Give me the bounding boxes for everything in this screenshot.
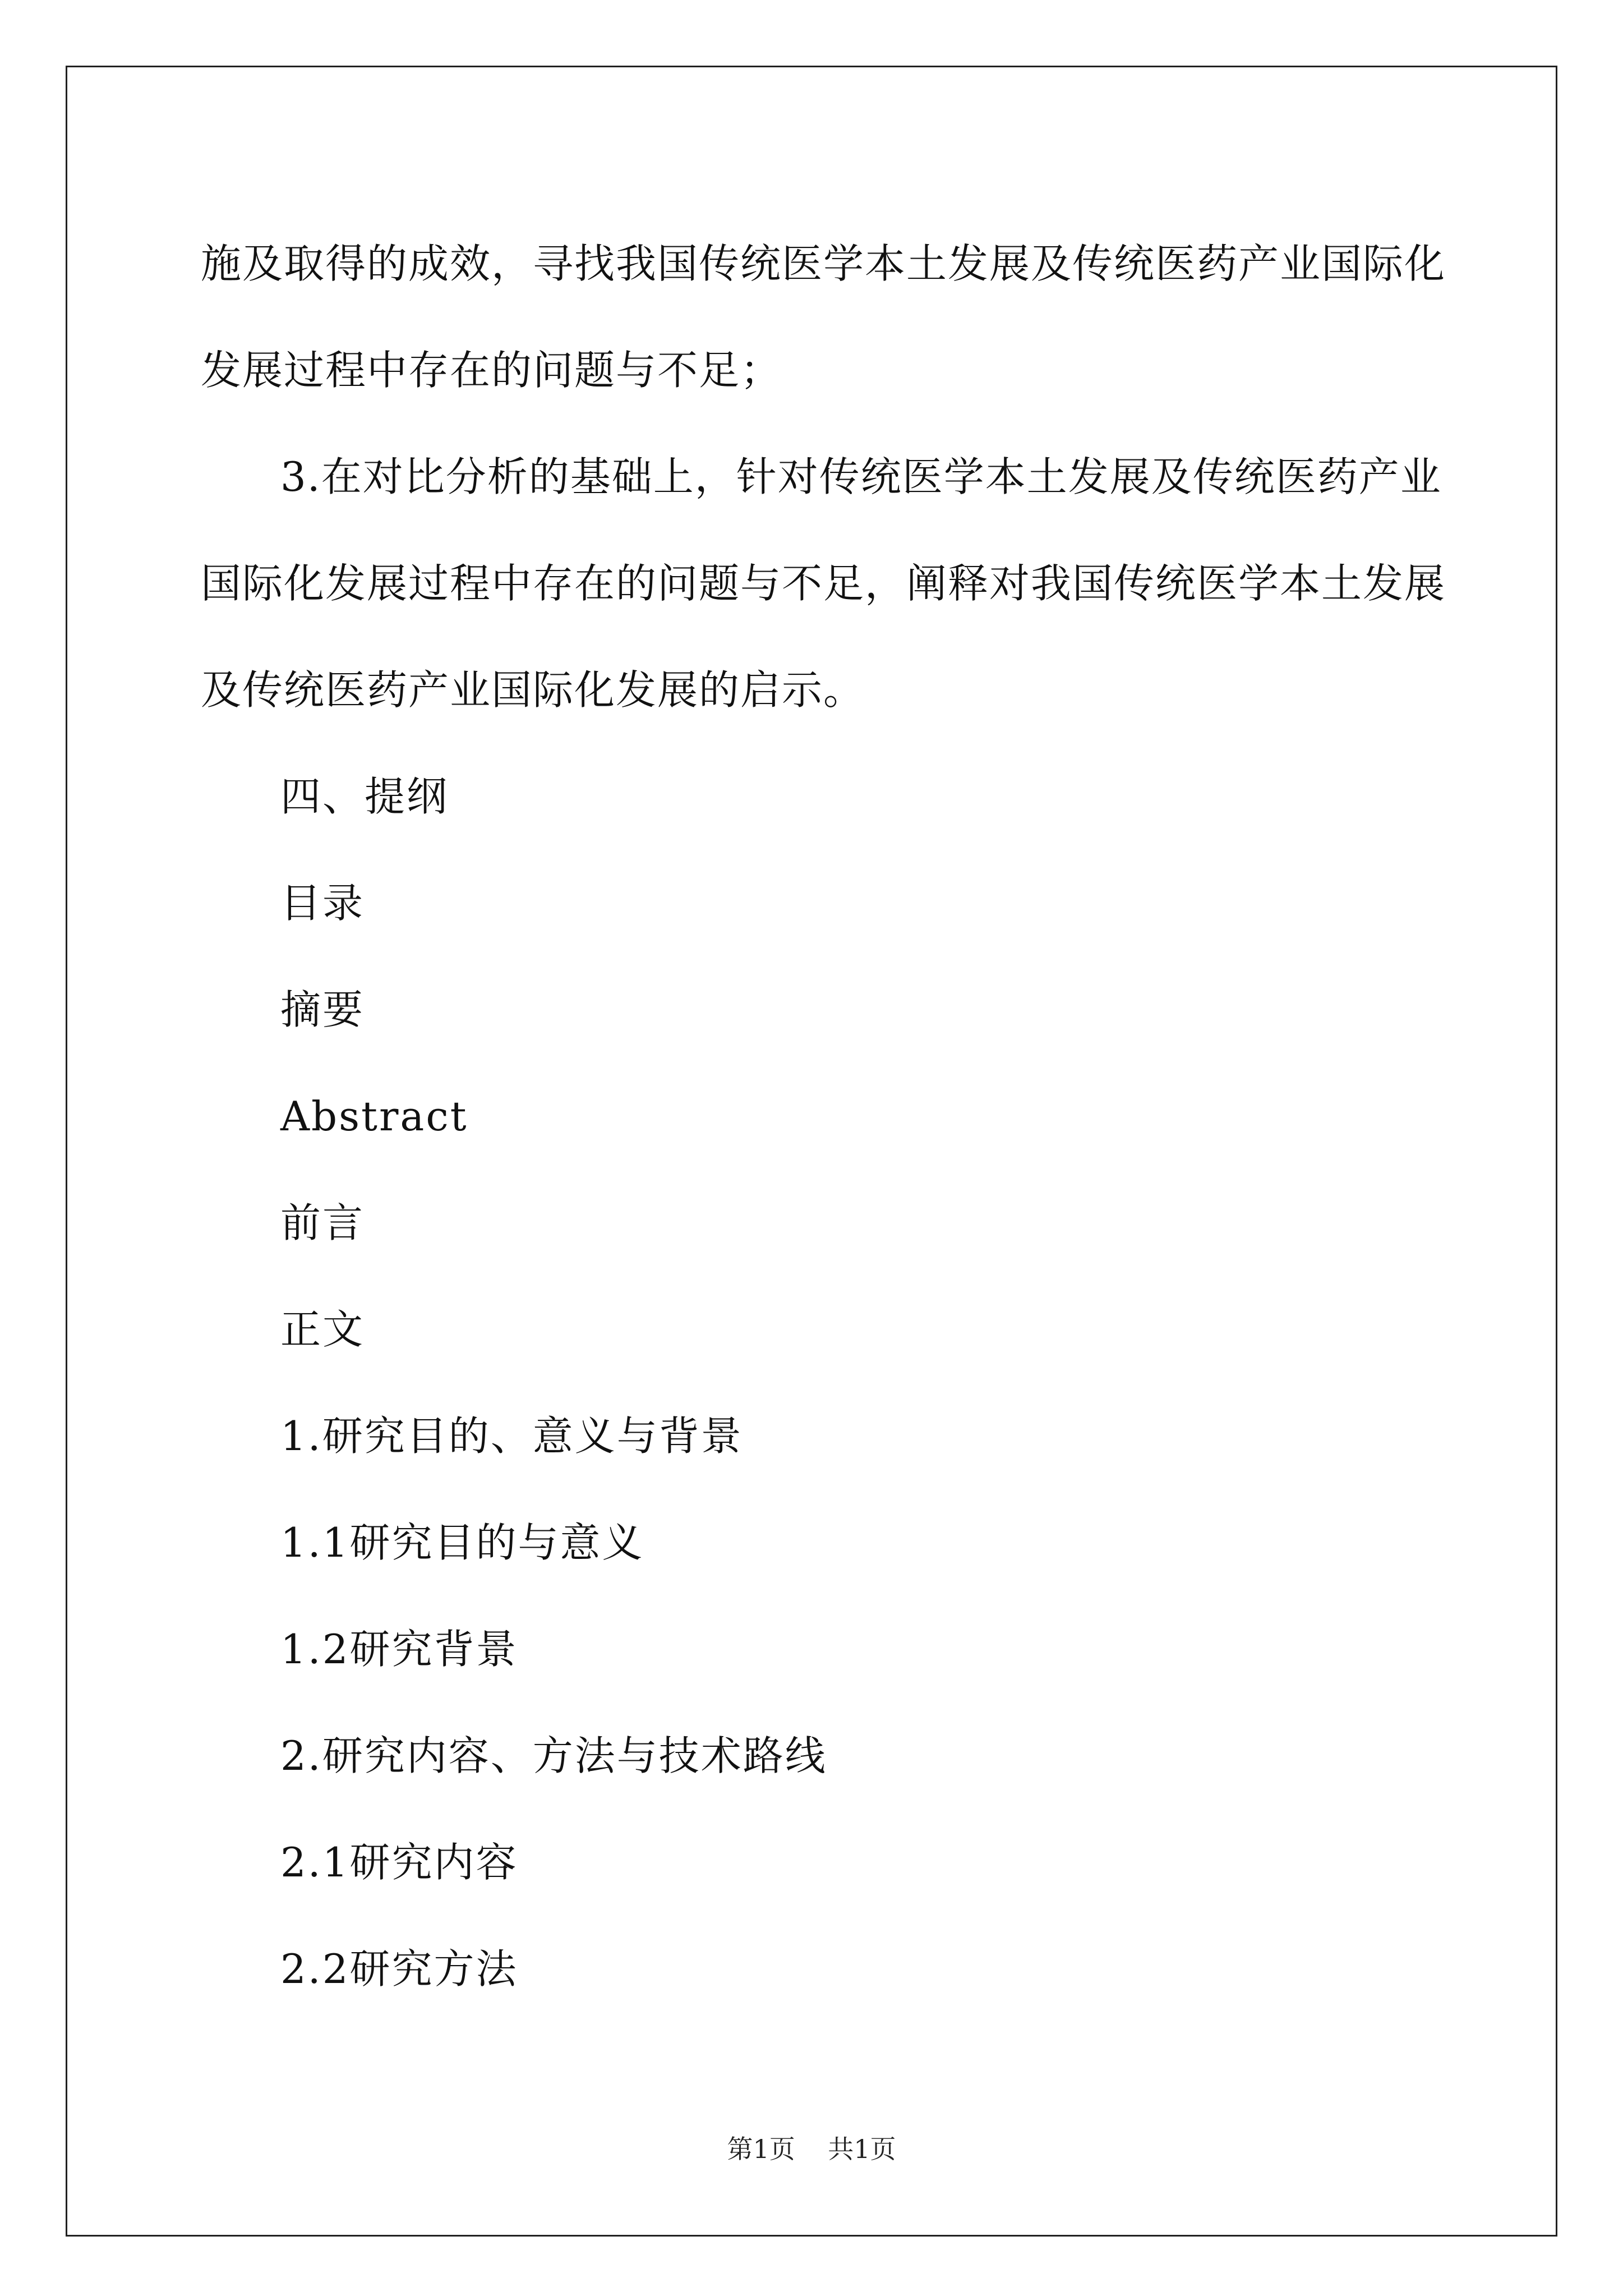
outline-item: 1.1研究目的与意义 bbox=[280, 1519, 644, 1566]
outline-item: 1.研究目的、意义与背景 bbox=[280, 1412, 743, 1460]
outline-item: Abstract bbox=[280, 1093, 468, 1140]
paragraph-item-3 bbox=[201, 424, 1446, 743]
outline-item: 摘要 bbox=[280, 986, 365, 1033]
text-line: 国际化发展过程中存在的问题与不足，阐释对我国传统医学本土发展 bbox=[201, 560, 1446, 607]
outline-item: 2.1研究内容 bbox=[280, 1839, 518, 1886]
outline-item: 前言 bbox=[280, 1199, 365, 1246]
outline-item: 目录 bbox=[280, 880, 365, 927]
outline-item: 2.研究内容、方法与技术路线 bbox=[280, 1732, 827, 1779]
page-total: 共1页 bbox=[828, 2134, 896, 2164]
paragraph-continuation bbox=[201, 210, 1446, 424]
outline-item: 正文 bbox=[280, 1306, 365, 1353]
document-body bbox=[201, 210, 1446, 2022]
text-line: 及传统医药产业国际化发展的启示。 bbox=[201, 666, 865, 714]
text-line: 施及取得的成效，寻找我国传统医学本土发展及传统医药产业国际化 bbox=[201, 240, 1446, 287]
text-line: 发展过程中存在的问题与不足； bbox=[201, 347, 782, 394]
outline-item: 1.2研究背景 bbox=[280, 1626, 518, 1673]
page-number: 第1页 bbox=[727, 2134, 795, 2164]
outline-heading: 四、提纲 bbox=[280, 773, 449, 820]
page-footer bbox=[0, 2129, 1623, 2166]
text-line: 3.在对比分析的基础上，针对传统医学本土发展及传统医药产业 bbox=[280, 453, 1442, 500]
outline-item: 2.2研究方法 bbox=[280, 1945, 518, 1993]
